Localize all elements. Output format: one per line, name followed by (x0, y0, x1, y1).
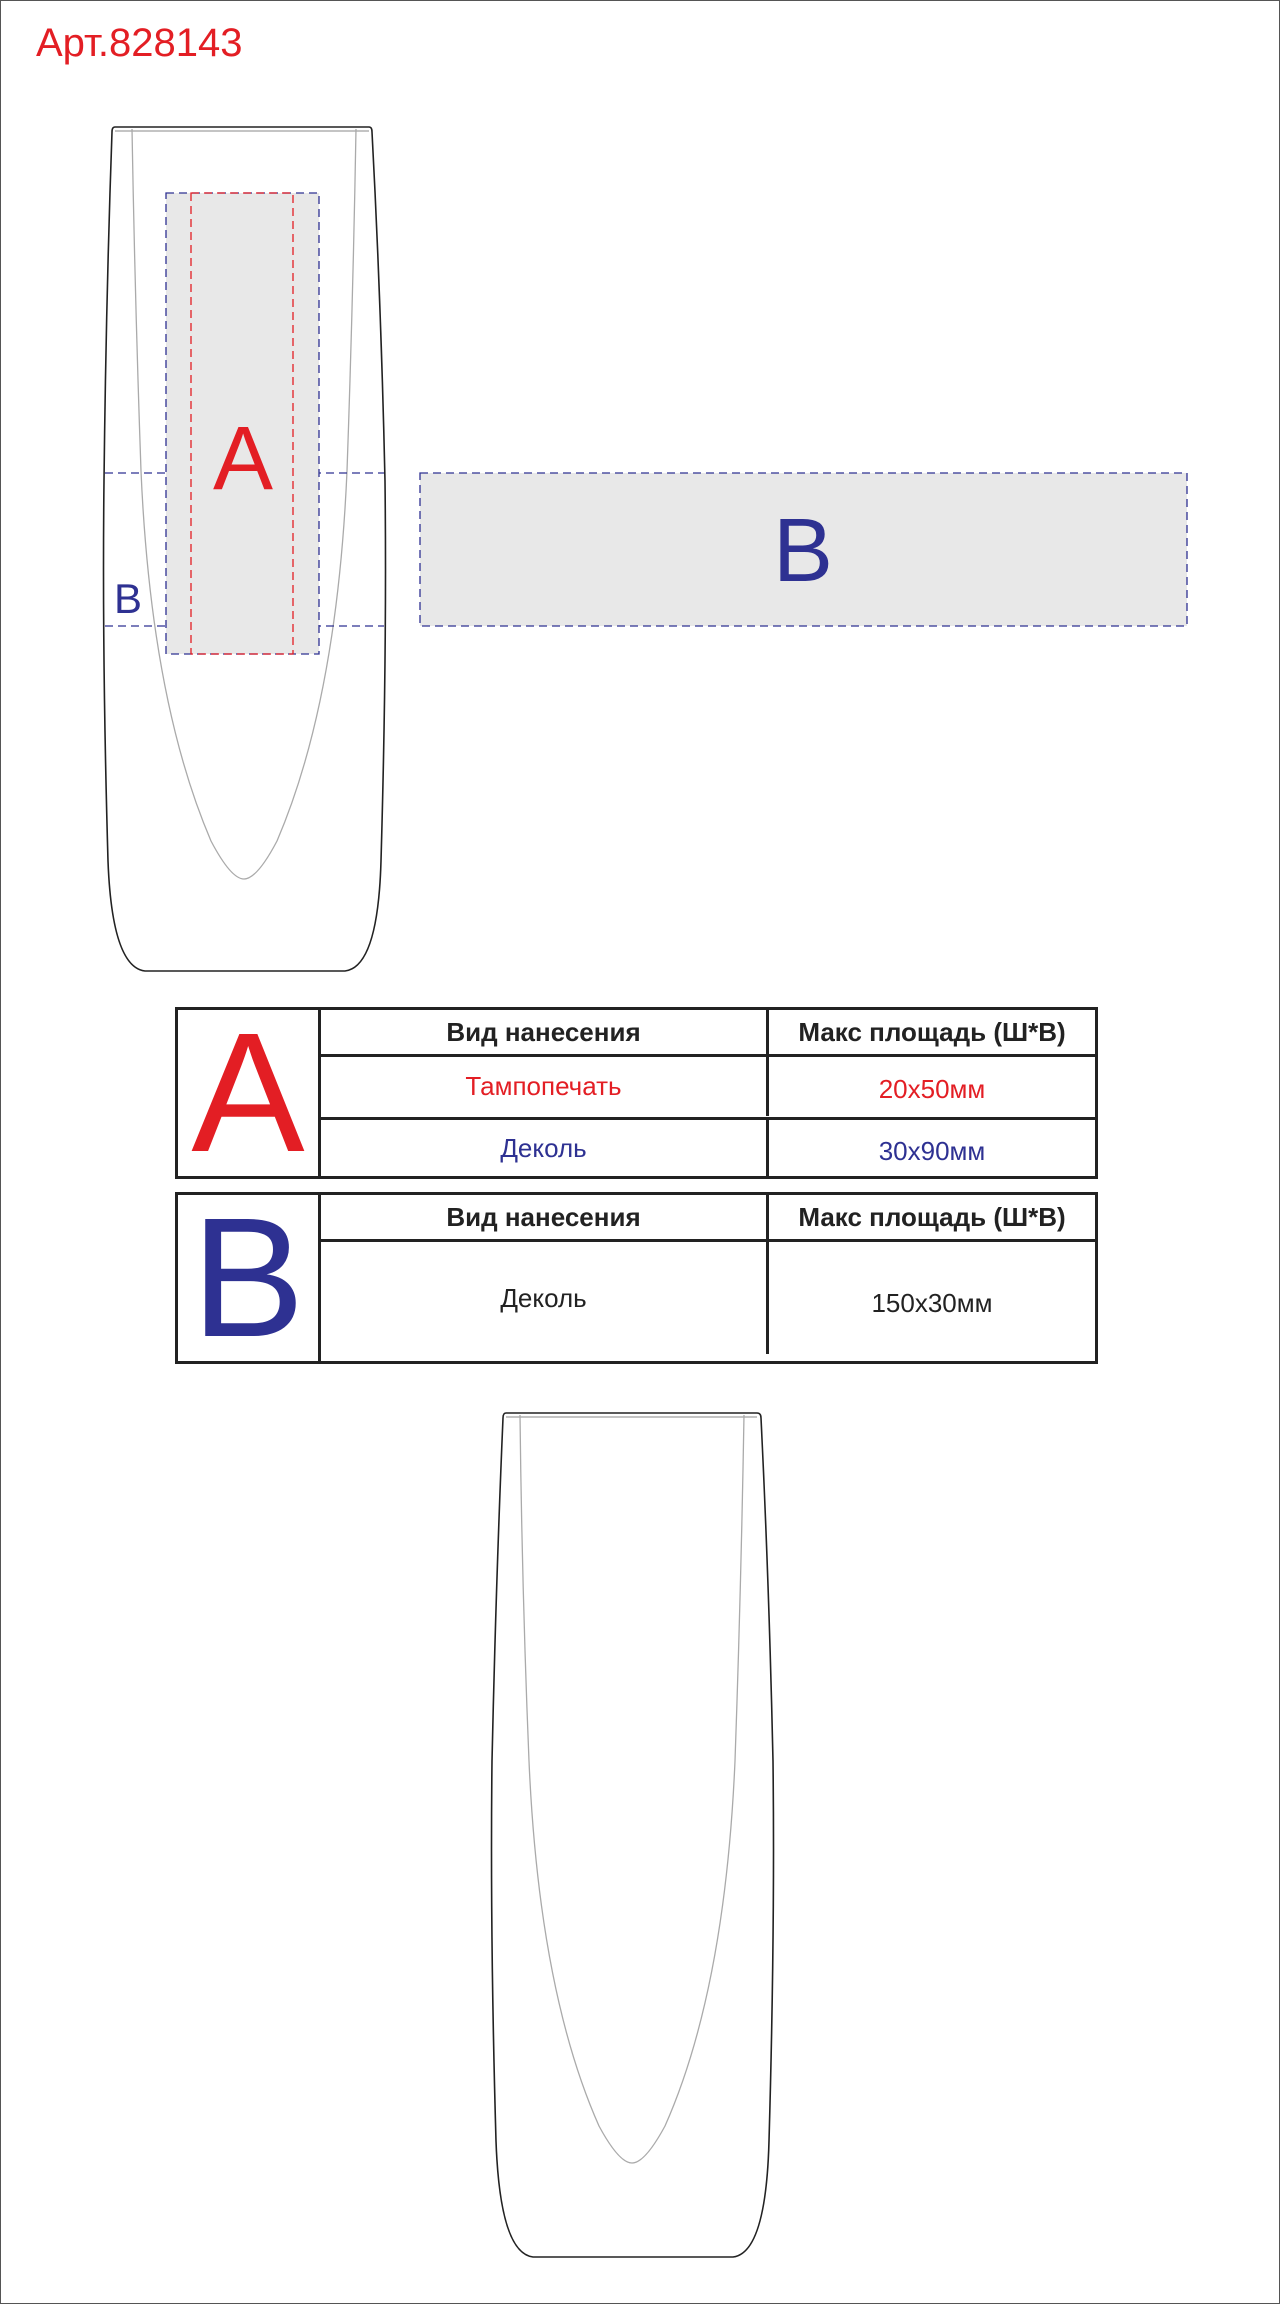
table-b-row1-method: Деколь (321, 1242, 769, 1354)
table-b (175, 1183, 1098, 1373)
table-b-header-area: Макс площадь (Ш*В) (798, 1201, 1066, 1232)
table-a-row2-method: Деколь (321, 1120, 769, 1176)
glass-diagram-top (1, 1, 1280, 1001)
zone-b-strip-label: B (772, 501, 834, 601)
table-a-row1-method: Тампопечать (321, 1057, 769, 1116)
table-a (175, 998, 1098, 1188)
glass-diagram-bottom (1, 1391, 1280, 2291)
table-a-row1-size: 20х50мм (878, 1073, 986, 1104)
zone-a-label: A (212, 409, 274, 509)
article-number: Арт.828143 (36, 21, 243, 65)
table-a-row2-size: 30х90мм (878, 1135, 986, 1166)
zone-b-side-label: B (113, 575, 143, 622)
table-b-letter: B (178, 1195, 321, 1361)
table-b-header-method: Вид нанесения (321, 1195, 769, 1239)
table-a-letter: A (178, 1010, 321, 1176)
table-a-header-method: Вид нанесения (321, 1010, 769, 1054)
table-b-row1-size: 150х30мм (871, 1287, 993, 1318)
table-a-header-area: Макс площадь (Ш*В) (798, 1016, 1066, 1047)
